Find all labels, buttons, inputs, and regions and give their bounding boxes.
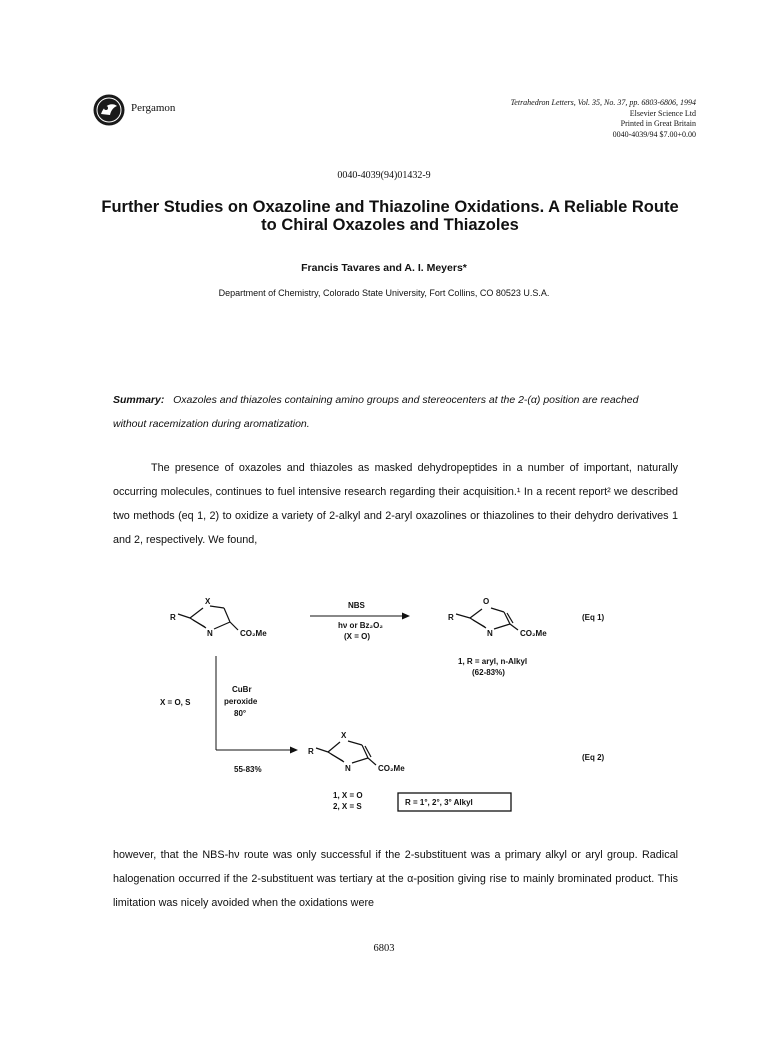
doi-code: 0040-4039(94)01432-9 <box>337 170 431 181</box>
ring-x-bottom: X <box>341 731 347 740</box>
reagent-x-condition: (X = O) <box>344 632 371 641</box>
page-number: 6803 <box>373 943 395 954</box>
r-group-left: R <box>170 613 176 622</box>
r-group-bottom: R <box>308 747 314 756</box>
authors: Francis Tavares and A. I. Meyers* <box>301 262 467 274</box>
reagent-nbs: NBS <box>348 601 365 610</box>
eq1-label: (Eq 1) <box>582 613 605 622</box>
ester-bottom: CO₂Me <box>378 764 405 773</box>
product-2-structure <box>316 741 376 765</box>
cu-reagent-3: 80° <box>234 709 247 718</box>
journal-line: Tetrahedron Letters, Vol. 35, No. 37, pp. 6803-6806, 1994 <box>510 98 696 107</box>
product-1-description: 1, R = aryl, n-Alkyl <box>458 657 528 666</box>
r-group-right: R <box>448 613 454 622</box>
substituent-box-text: R = 1°, 2°, 3° Alkyl <box>405 798 473 807</box>
affiliation: Department of Chemistry, Colorado State University, Fort Collins, CO 80523 U.S.A. <box>218 288 550 298</box>
price-line: 0040-4039/94 $7.00+0.00 <box>612 129 696 139</box>
reagent-conditions: hν or Bz₂O₂ <box>338 621 383 630</box>
ring-x-left: X <box>205 597 211 606</box>
ring-n-left: N <box>207 629 213 638</box>
reaction-scheme <box>150 590 630 830</box>
pergamon-logo-icon <box>92 93 126 127</box>
eq2-label: (Eq 2) <box>582 753 605 762</box>
ring-n-right: N <box>487 629 493 638</box>
x-condition-label: X = O, S <box>160 698 191 707</box>
ester-right: CO₂Me <box>520 629 547 638</box>
printed-line: Printed in Great Britain <box>620 119 696 128</box>
ring-o-right: O <box>483 597 490 606</box>
ring-n-bottom: N <box>345 764 351 773</box>
starting-material-structure <box>178 606 238 630</box>
cu-reagent-2: peroxide <box>224 697 258 706</box>
summary-text: Oxazoles and thiazoles containing amino groups and stereocenters at the 2-(α) position are reached without racemization during aromatization. <box>113 394 639 430</box>
product-1-yield: (62-83%) <box>472 668 505 677</box>
product-1-structure <box>456 608 518 630</box>
journal-citation-block <box>376 98 696 140</box>
paper-title: Further Studies on Oxazoline and Thiazoline Oxidations. A Reliable Route to Chiral Oxazoles and Thiazoles <box>101 198 679 234</box>
arrowhead-1 <box>402 613 410 620</box>
body-paragraph-2: however, that the NBS-hν route was only successful if the 2-substituent was a primary alkyl or aryl group. Radical halogenation occurred if the 2-substituent was tertiary at the α-position giving rise to mainly brominated product. This limitation was nicely avoided when the oxidations were <box>113 849 678 909</box>
ester-left: CO₂Me <box>240 629 267 638</box>
product-2-line-2: 2, X = S <box>333 802 362 811</box>
summary <box>113 388 673 436</box>
cu-reagent-1: CuBr <box>232 685 252 694</box>
yield-2: 55-83% <box>234 765 262 774</box>
publisher-name: Pergamon <box>131 102 176 114</box>
publisher-line: Elsevier Science Ltd <box>629 108 696 118</box>
summary-label: Summary: <box>113 394 165 406</box>
body-paragraph-1: The presence of oxazoles and thiazoles as masked dehydropeptides in a number of important, naturally occurring molecules, continues to fuel intensive research regarding their acquisition.¹ In a recent report² we described two methods (eq 1, 2) to oxidize a variety of 2-alkyl and 2-aryl oxazolines or thiazolines to their dehydro derivatives 1 and 2, respectively. We found, <box>113 462 678 546</box>
arrowhead-2 <box>290 747 298 754</box>
product-2-line-1: 1, X = O <box>333 791 363 800</box>
